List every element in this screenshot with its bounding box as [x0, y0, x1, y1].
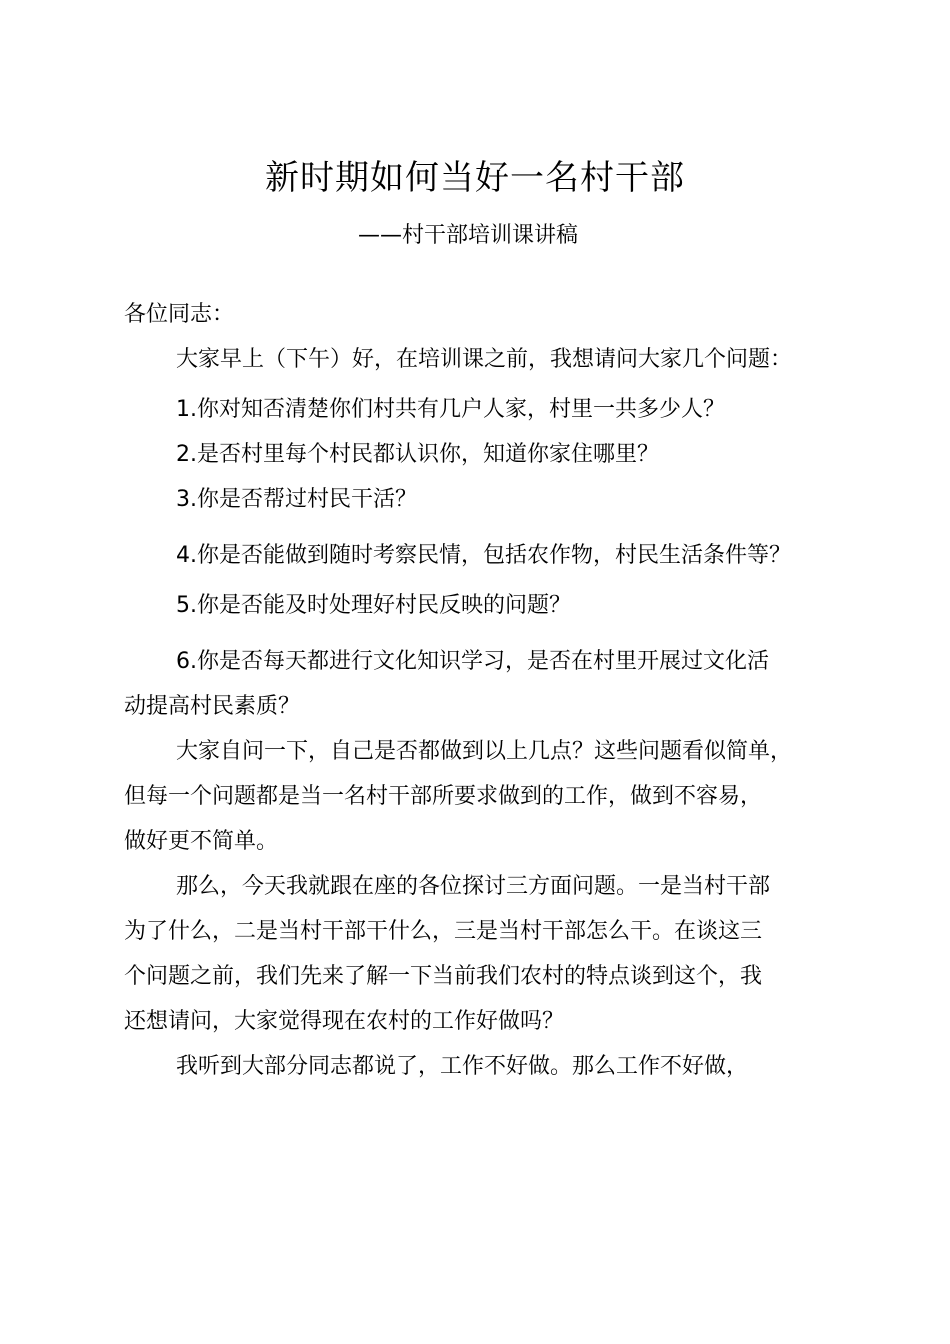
- question-5: 5.你是否能及时处理好村民反映的问题？: [176, 593, 571, 618]
- paragraph-1-line: 大家自问一下，自己是否都做到以上几点？这些问题看似简单，: [176, 739, 793, 764]
- paragraph-2-line: 为了什么，二是当村干部干什么，三是当村干部怎么干。在谈这三: [124, 919, 763, 944]
- paragraph-3-line: 我听到大部分同志都说了，工作不好做。那么工作不好做，: [176, 1054, 749, 1079]
- question-2: 2.是否村里每个村民都认识你，知道你家住哪里？: [176, 442, 659, 467]
- document-subtitle: ——村干部培训课讲稿: [358, 223, 579, 248]
- question-4: 4.你是否能做到随时考察民情，包括农作物，村民生活条件等？: [176, 543, 791, 568]
- paragraph-2-line: 那么，今天我就跟在座的各位探讨三方面问题。一是当村干部: [176, 874, 771, 899]
- intro-paragraph: 大家早上（下午）好，在培训课之前，我想请问大家几个问题：: [176, 347, 793, 372]
- document-title: 新时期如何当好一名村干部: [265, 158, 685, 198]
- paragraph-1-line: 但每一个问题都是当一名村干部所要求做到的工作，做到不容易，: [124, 784, 763, 809]
- question-3: 3.你是否帮过村民干活？: [176, 487, 417, 512]
- paragraph-2-line: 个问题之前，我们先来了解一下当前我们农村的特点谈到这个，我: [124, 964, 763, 989]
- question-6: 6.你是否每天都进行文化知识学习，是否在村里开展过文化活: [176, 649, 769, 674]
- question-1: 1.你对知否清楚你们村共有几户人家，村里一共多少人？: [176, 397, 725, 422]
- question-6-continued: 动提高村民素质？: [124, 694, 301, 719]
- paragraph-2-line: 还想请问，大家觉得现在农村的工作好做吗？: [124, 1009, 565, 1034]
- salutation: 各位同志：: [124, 302, 235, 327]
- paragraph-1-line: 做好更不简单。: [124, 829, 279, 854]
